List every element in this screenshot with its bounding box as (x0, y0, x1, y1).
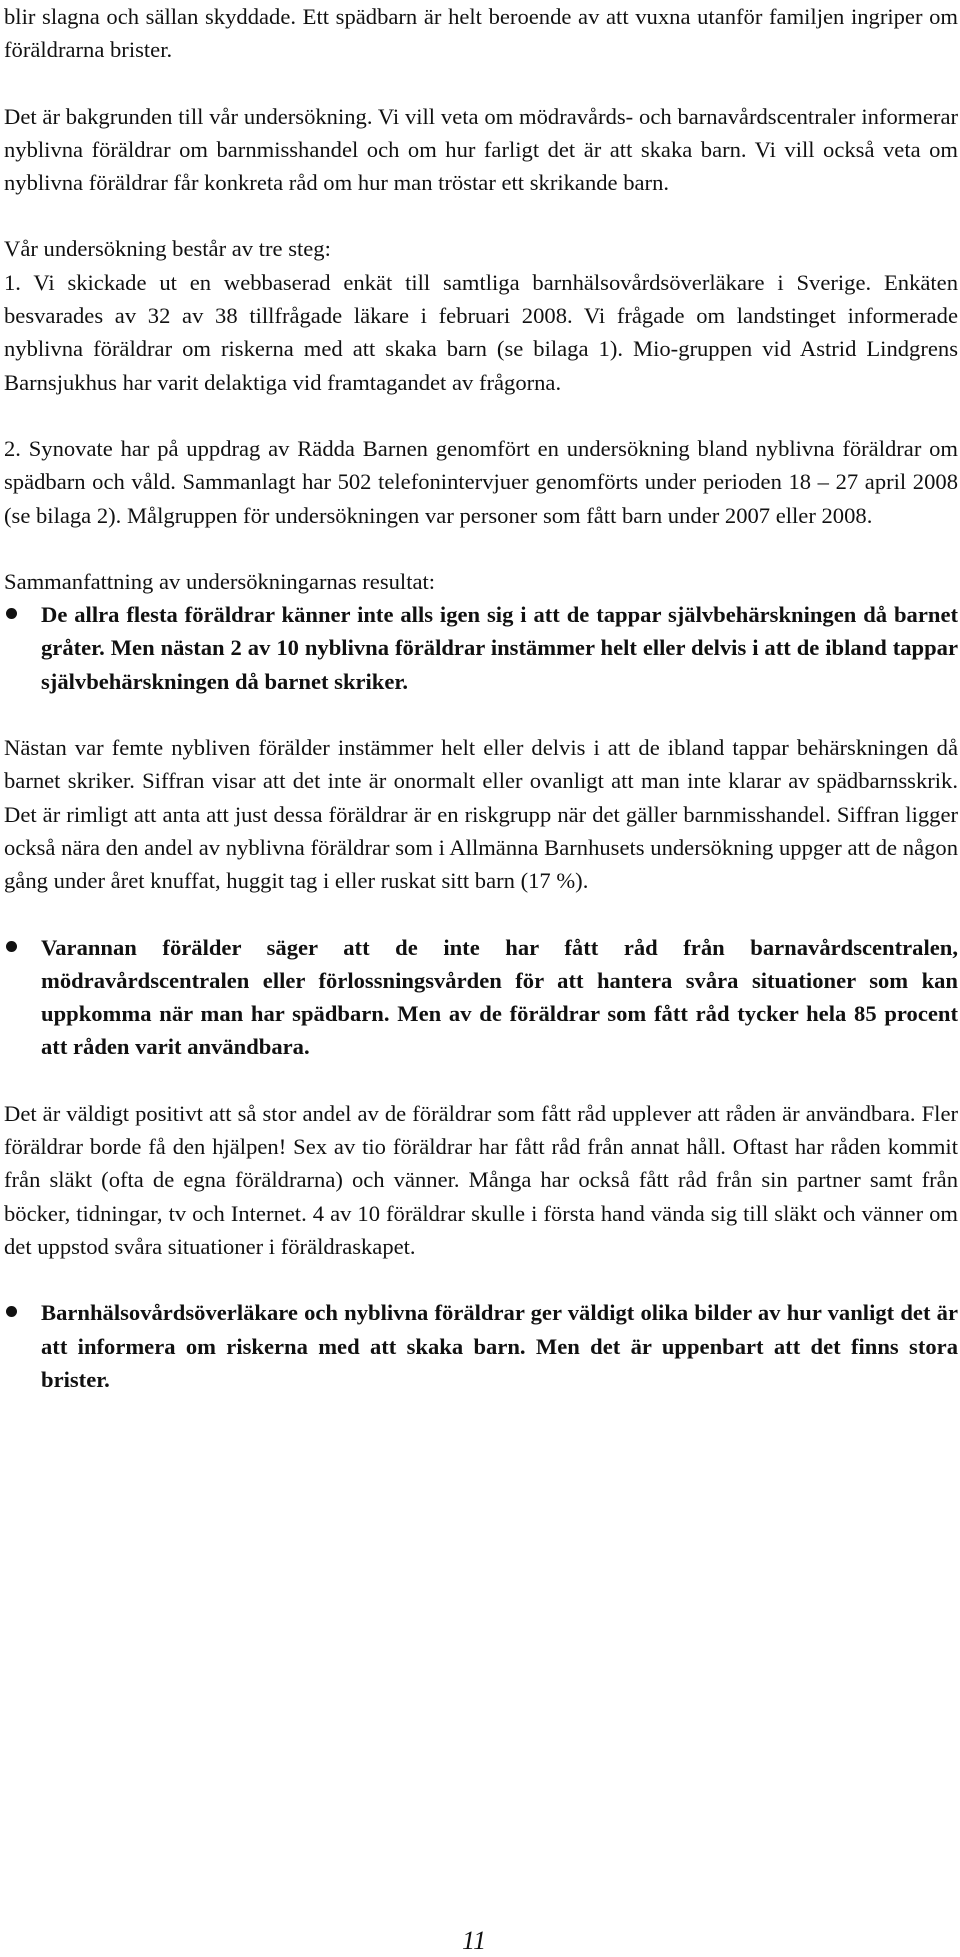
paragraph-step-2: 2. Synovate har på uppdrag av Rädda Barnen genomfört en undersökning bland nyblivna föräldrar om spädbarn och våld. Sammanlagt har 502 telefonintervjuer genomförts under perioden 18 – 27 april 2008 (se bilaga 2). Målgruppen för undersökningen var personer som fått barn under 2007 eller 2008. (4, 435, 958, 528)
spacer (4, 1263, 958, 1296)
document-body (4, 0, 958, 1396)
bullet-icon (6, 941, 17, 952)
paragraph-positive: Det är väldigt positivt att så stor andel av de föräldrar som fått råd upplever att råden är användbara. Fler föräldrar borde få den hjälpen! Sex av tio föräldrar har fått råd från annat håll. Oftast har råden kommit från släkt (ofta de egna föräldrarna) och vänner. Många har också fått råd från sin partner samt från böcker, tidningar, tv och Internet. 4 av 10 föräldrar skulle i första hand vända sig till släkt och vänner om det uppstod svåra situationer i föräldraskapet. (4, 1100, 958, 1259)
page-number: 11 (462, 1926, 487, 1955)
summary-bullet-item (4, 931, 958, 1064)
paragraph-intro: blir slagna och sällan skyddade. Ett spädbarn är helt beroende av att vuxna utanför familjen ingriper om föräldrarna brister. (4, 4, 958, 63)
summary-list-1 (4, 598, 958, 698)
spacer (4, 698, 958, 731)
spacer (4, 532, 958, 565)
summary-bullet-item (4, 598, 958, 698)
paragraph-fifth-parent: Nästan var femte nybliven förälder instämmer helt eller delvis i att de ibland tappar behärskningen då barnet skriker. Siffran visar att det inte är onormalt eller ovanligt att man inte klarar av spädbarnsskrik. Det är rimligt att anta att just dessa föräldrar är en riskgrupp när det gäller barnmisshandel. Siffran ligger också nära den andel av nyblivna föräldrar som i Allmänna Barnhusets undersökning uppger att de någon gång under året knuffat, huggit tag i eller ruskat sitt barn (17 %). (4, 735, 958, 894)
paragraph-background: Det är bakgrunden till vår undersökning. Vi vill veta om mödravårds- och barnavårdscentraler informerar nyblivna föräldrar om barnmisshandel och om hur farligt det är att skaka barn. Vi vill också veta om nyblivna föräldrar får konkreta råd om hur man tröstar ett skrikande barn. (4, 103, 958, 196)
summary-list-2 (4, 931, 958, 1064)
summary-list-3 (4, 1296, 958, 1396)
summary-bullet-text: Barnhälsovårdsöverläkare och nyblivna föräldrar ger väldigt olika bilder av hur vanligt det är att informera om riskerna med att skaka barn. Men det är uppenbart att det finns stora brister. (41, 1300, 958, 1392)
spacer (4, 1064, 958, 1097)
bullet-icon (6, 1306, 17, 1317)
steps-heading: Vår undersökning består av tre steg: (4, 236, 331, 262)
summary-bullet-text: De allra flesta föräldrar känner inte alls igen sig i att de tappar självbehärskningen då barnet gråter. Men nästan 2 av 10 nyblivna föräldrar instämmer helt eller delvis i att de ibland tappar självbehärskningen då barnet skriker. (41, 602, 958, 694)
spacer (4, 399, 958, 432)
spacer (4, 199, 958, 232)
spacer (4, 898, 958, 931)
summary-bullet-text: Varannan förälder säger att de inte har fått råd från barnavårdscentralen, mödravårdscentralen eller förlossningsvården för att hantera svåra situationer som kan uppkomma när man har spädbarn. Men av de föräldrar som fått råd tycker hela 85 procent att råden varit användbara. (41, 934, 958, 1060)
spacer (4, 67, 958, 100)
summary-bullet-item (4, 1296, 958, 1396)
summary-heading: Sammanfattning av undersökningarnas resultat: (4, 568, 436, 594)
paragraph-step-1: 1. Vi skickade ut en webbaserad enkät till samtliga barnhälsovårdsöverläkare i Sverige. Enkäten besvarades av 32 av 38 tillfrågade läkare i februari 2008. Vi frågade om landstinget informerade nyblivna föräldrar om riskerna med att skaka barn (se bilaga 1). Mio-gruppen vid Astrid Lindgrens Barnsjukhus har varit delaktiga vid framtagandet av frågorna. (4, 269, 958, 395)
bullet-icon (6, 608, 17, 619)
